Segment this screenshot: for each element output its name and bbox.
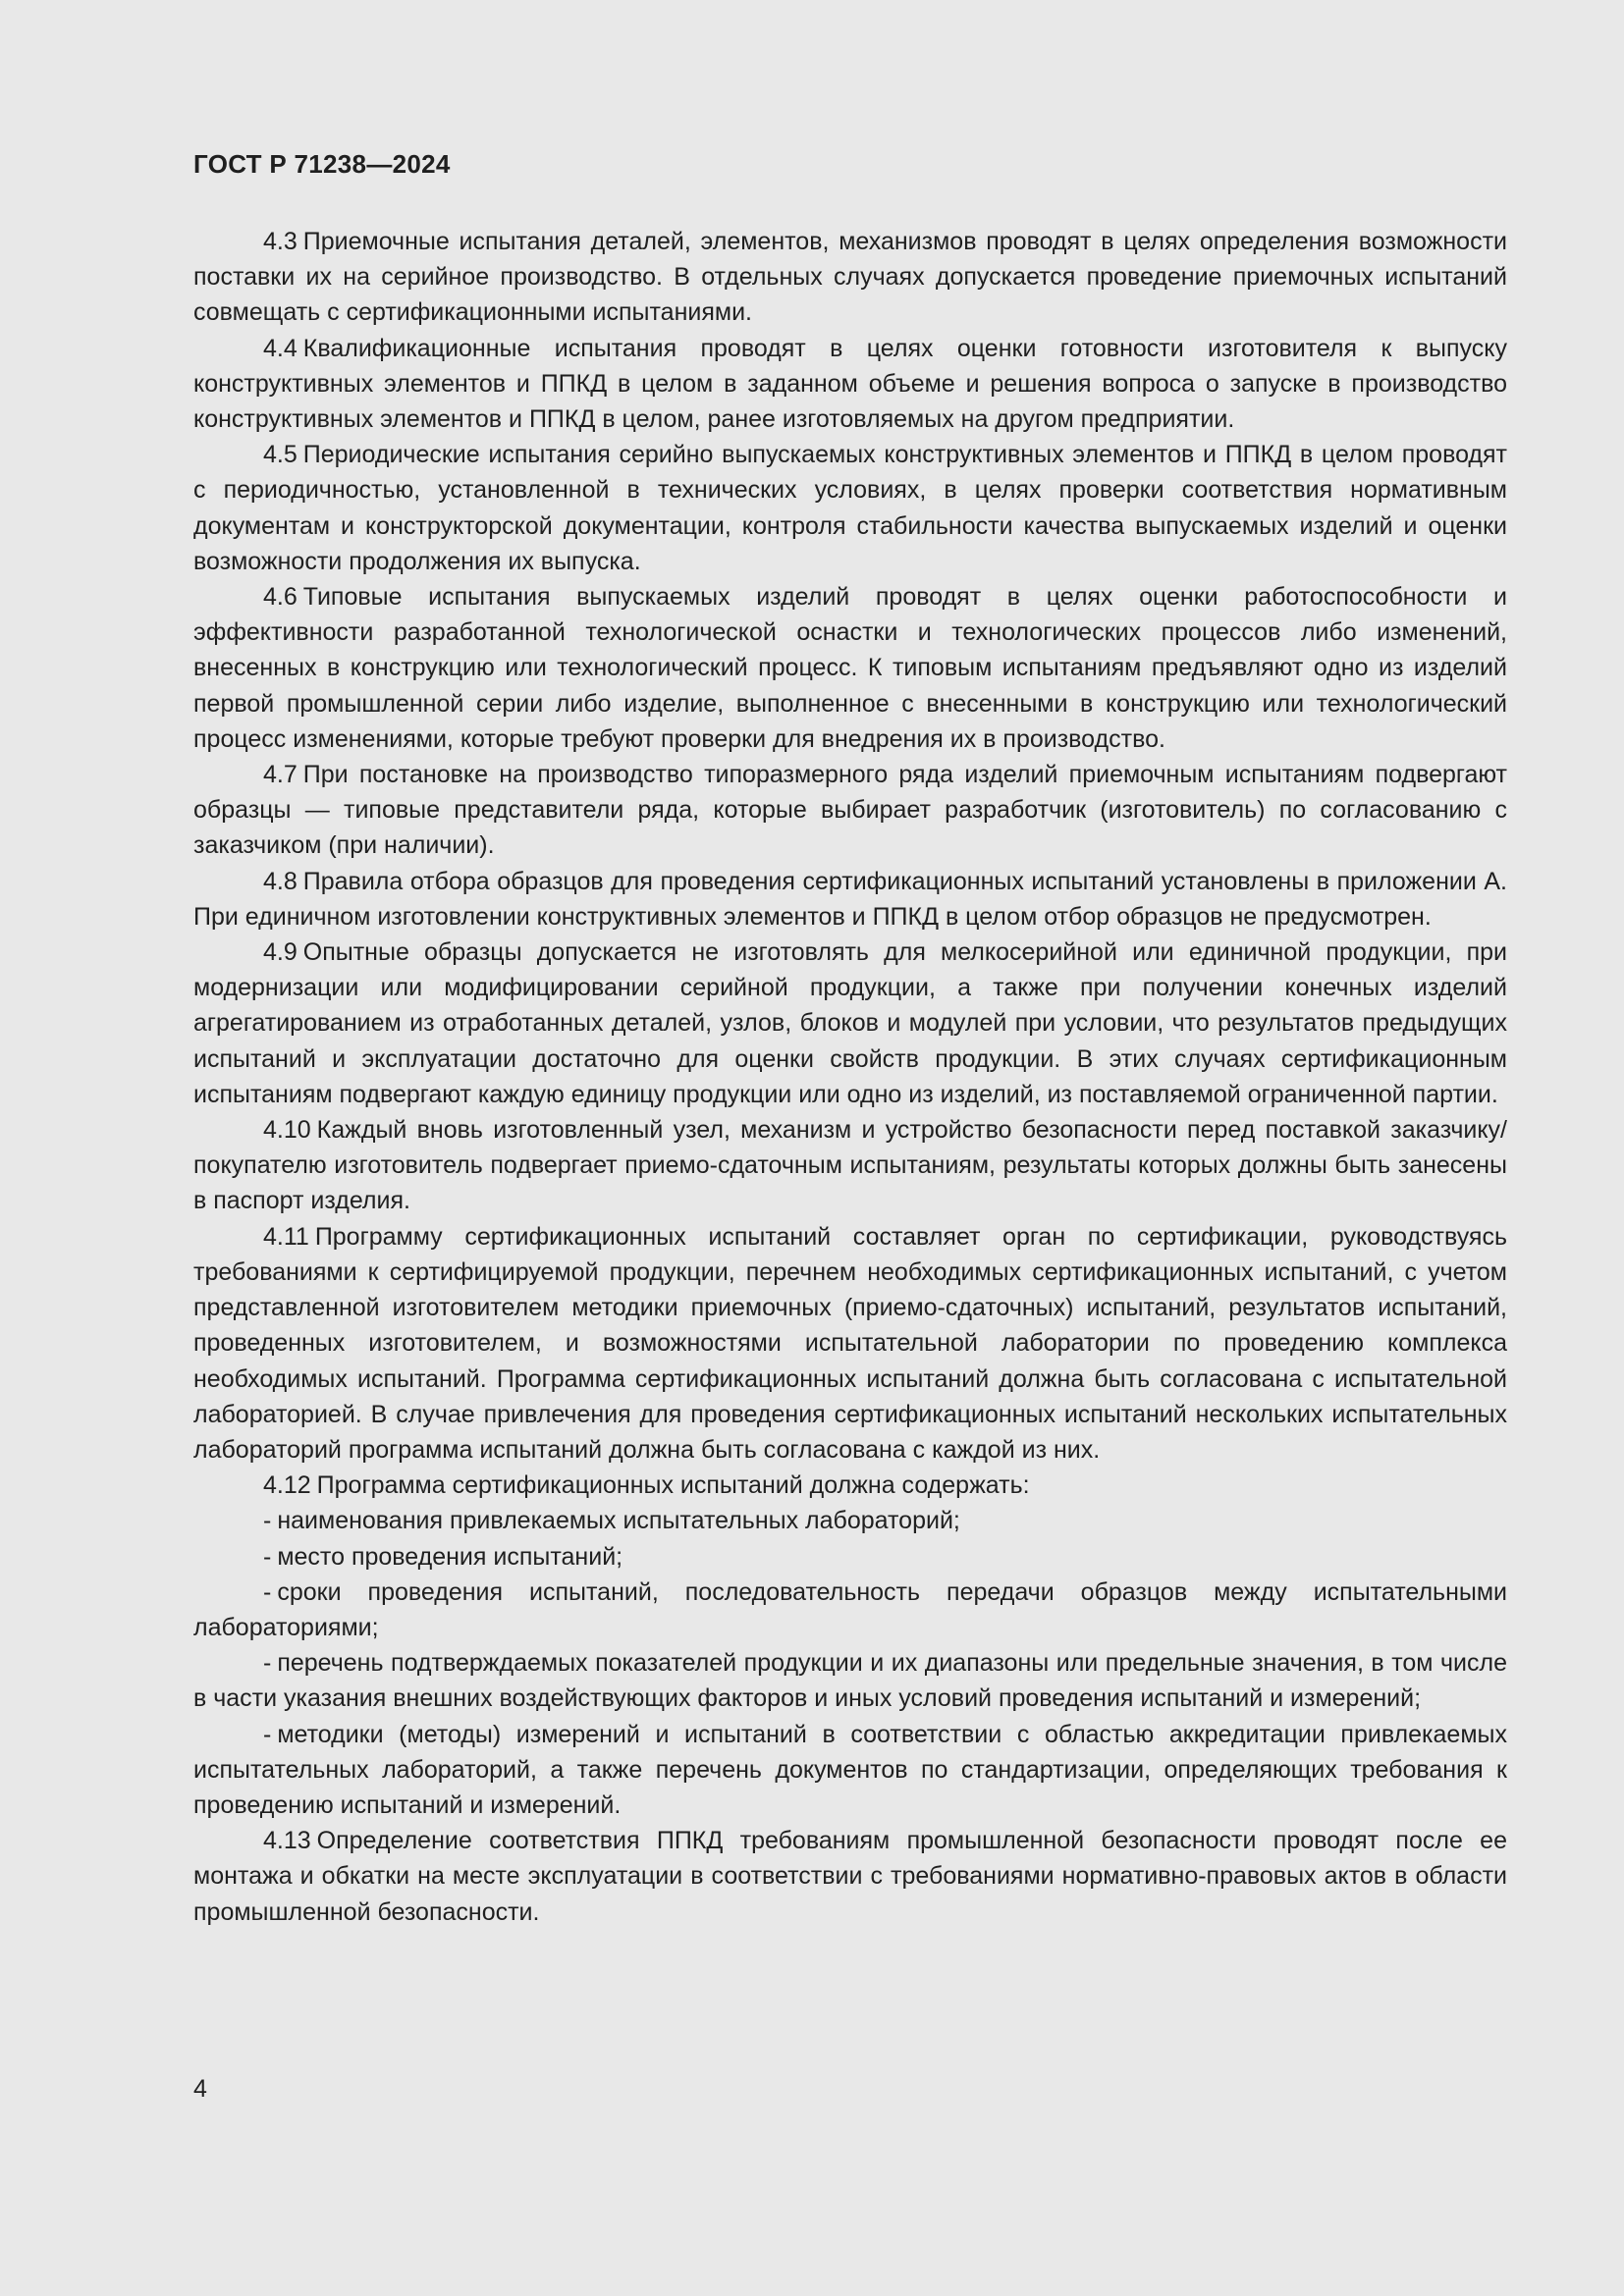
paragraph-text: Типовые испытания выпускаемых изделий проводят в целях оценки работоспособности и эффективности разработанной технологической оснастки и технологических процессов либо изменений, внесенных в конструкцию или технологический процесс. К типовым испытаниям предъявляют одно из изделий первой промышленной серии либо изделие, выполненное с внесенными в конструкцию или технологический процесс изменениями, которые требуют проверки для внедрения их в производство. (193, 583, 1507, 753)
list-item (193, 1645, 1507, 1716)
paragraph-4-8 (193, 864, 1507, 934)
paragraph-4-6 (193, 579, 1507, 757)
paragraph-text: Периодические испытания серийно выпускаемых конструктивных элементов и ППКД в целом проводят с периодичностью, установленной в технических условиях, в целях проверки соответствия нормативным документам и конструкторской документации, контроля стабильности качества выпускаемых изделий и оценки возможности продолжения их выпуска. (193, 441, 1507, 575)
paragraph-4-9 (193, 934, 1507, 1112)
paragraph-number: 4.8 (263, 867, 298, 895)
list-item-text: наименования привлекаемых испытательных лабораторий; (277, 1507, 960, 1535)
paragraph-text: Определение соответствия ППКД требованиям промышленной безопасности проводят после ее монтажа и обкатки на месте эксплуатации в соответствии с требованиями нормативно-правовых актов в области промышленной безопасности. (193, 1827, 1507, 1926)
paragraph-text: Приемочные испытания деталей, элементов, механизмов проводят в целях определения возможности поставки их на серийное производство. В отдельных случаях допускается проведение приемочных испытаний совмещать с сертификационными испытаниями. (193, 228, 1507, 327)
list-item (193, 1503, 1507, 1538)
paragraph-4-4 (193, 331, 1507, 438)
paragraph-number: 4.9 (263, 938, 298, 967)
paragraph-number: 4.12 (263, 1471, 311, 1500)
paragraph-number: 4.3 (263, 228, 298, 255)
list-dash: - (263, 1577, 272, 1606)
paragraph-number: 4.11 (263, 1222, 309, 1251)
list-item (193, 1539, 1507, 1575)
paragraph-number: 4.5 (263, 441, 298, 469)
list-dash: - (263, 1542, 272, 1571)
page-number: 4 (193, 2075, 207, 2103)
paragraph-number: 4.4 (263, 334, 298, 362)
paragraph-number: 4.7 (263, 761, 298, 789)
list-item-text: место проведения испытаний; (277, 1542, 623, 1571)
list-item-text: методики (методы) измерений и испытаний в соответствии с областью аккредитации привлекаемых испытательных лабораторий, а также перечень документов по стандартизации, определяющих требования к проведению испытаний и измерений. (193, 1720, 1507, 1819)
standard-code-header: ГОСТ Р 71238—2024 (193, 149, 451, 179)
paragraph-4-12 (193, 1468, 1507, 1503)
list-item-text: перечень подтверждаемых показателей продукции и их диапазоны или предельные значения, в том числе в части указания внешних воздействующих факторов и иных условий проведения испытаний и измерений; (193, 1649, 1507, 1713)
list-item-text: сроки проведения испытаний, последовательность передачи образцов между испытательными лабораториями; (193, 1577, 1507, 1641)
document-body (193, 224, 1507, 1930)
paragraph-4-13 (193, 1823, 1507, 1930)
paragraph-4-11 (193, 1219, 1507, 1468)
list-dash: - (263, 1720, 272, 1748)
paragraph-text: Программу сертификационных испытаний составляет орган по сертификации, руководствуясь требованиями к сертифицируемой продукции, перечнем необходимых сертификационных испытаний, с учетом представленной изготовителем методики приемочных (приемо-сдаточных) испытаний, результатов испытаний, проведенных изготовителем, и возможностями испытательной лаборатории по проведению комплекса необходимых испытаний. Программа сертификационных испытаний должна быть согласована с испытательной лабораторией. В случае привлечения для проведения сертификационных испытаний нескольких испытательных лабораторий программа испытаний должна быть согласована с каждой из них. (193, 1222, 1507, 1464)
paragraph-text: Опытные образцы допускается не изготовлять для мелкосерийной или единичной продукции, при модернизации или модифицировании серийной продукции, а также при получении конечных изделий агрегатированием из отработанных деталей, узлов, блоков и модулей при условии, что результатов предыдущих испытаний и эксплуатации достаточно для оценки свойств продукции. В этих случаях сертификационным испытаниям подвергают каждую единицу продукции или одно из изделий, из поставляемой ограниченной партии. (193, 938, 1507, 1108)
paragraph-4-10 (193, 1112, 1507, 1219)
paragraph-text: Каждый вновь изготовленный узел, механизм и устройство безопасности перед поставкой заказчику/покупателю изготовитель подвергает приемо-сдаточным испытаниям, результаты которых должны быть занесены в паспорт изделия. (193, 1116, 1507, 1215)
paragraph-text: При постановке на производство типоразмерного ряда изделий приемочным испытаниям подвергают образцы — типовые представители ряда, которые выбирает разработчик (изготовитель) по согласованию с заказчиком (при наличии). (193, 761, 1507, 860)
list-dash: - (263, 1649, 272, 1678)
paragraph-number: 4.13 (263, 1827, 311, 1855)
paragraph-text: Программа сертификационных испытаний должна содержать: (316, 1471, 1030, 1500)
list-item (193, 1717, 1507, 1824)
list-item (193, 1575, 1507, 1645)
paragraph-4-3 (193, 224, 1507, 331)
paragraph-text: Правила отбора образцов для проведения сертификационных испытаний установлены в приложении А. При единичном изготовлении конструктивных элементов и ППКД в целом отбор образцов не предусмотрен. (193, 867, 1507, 931)
paragraph-number: 4.6 (263, 583, 298, 612)
list-dash: - (263, 1507, 272, 1535)
paragraph-4-7 (193, 757, 1507, 864)
paragraph-number: 4.10 (263, 1116, 311, 1145)
paragraph-4-5 (193, 437, 1507, 579)
paragraph-text: Квалификационные испытания проводят в целях оценки готовности изготовителя к выпуску конструктивных элементов и ППКД в целом в заданном объеме и решения вопроса о запуске в производство конструктивных элементов и ППКД в целом, ранее изготовляемых на другом предприятии. (193, 334, 1507, 434)
